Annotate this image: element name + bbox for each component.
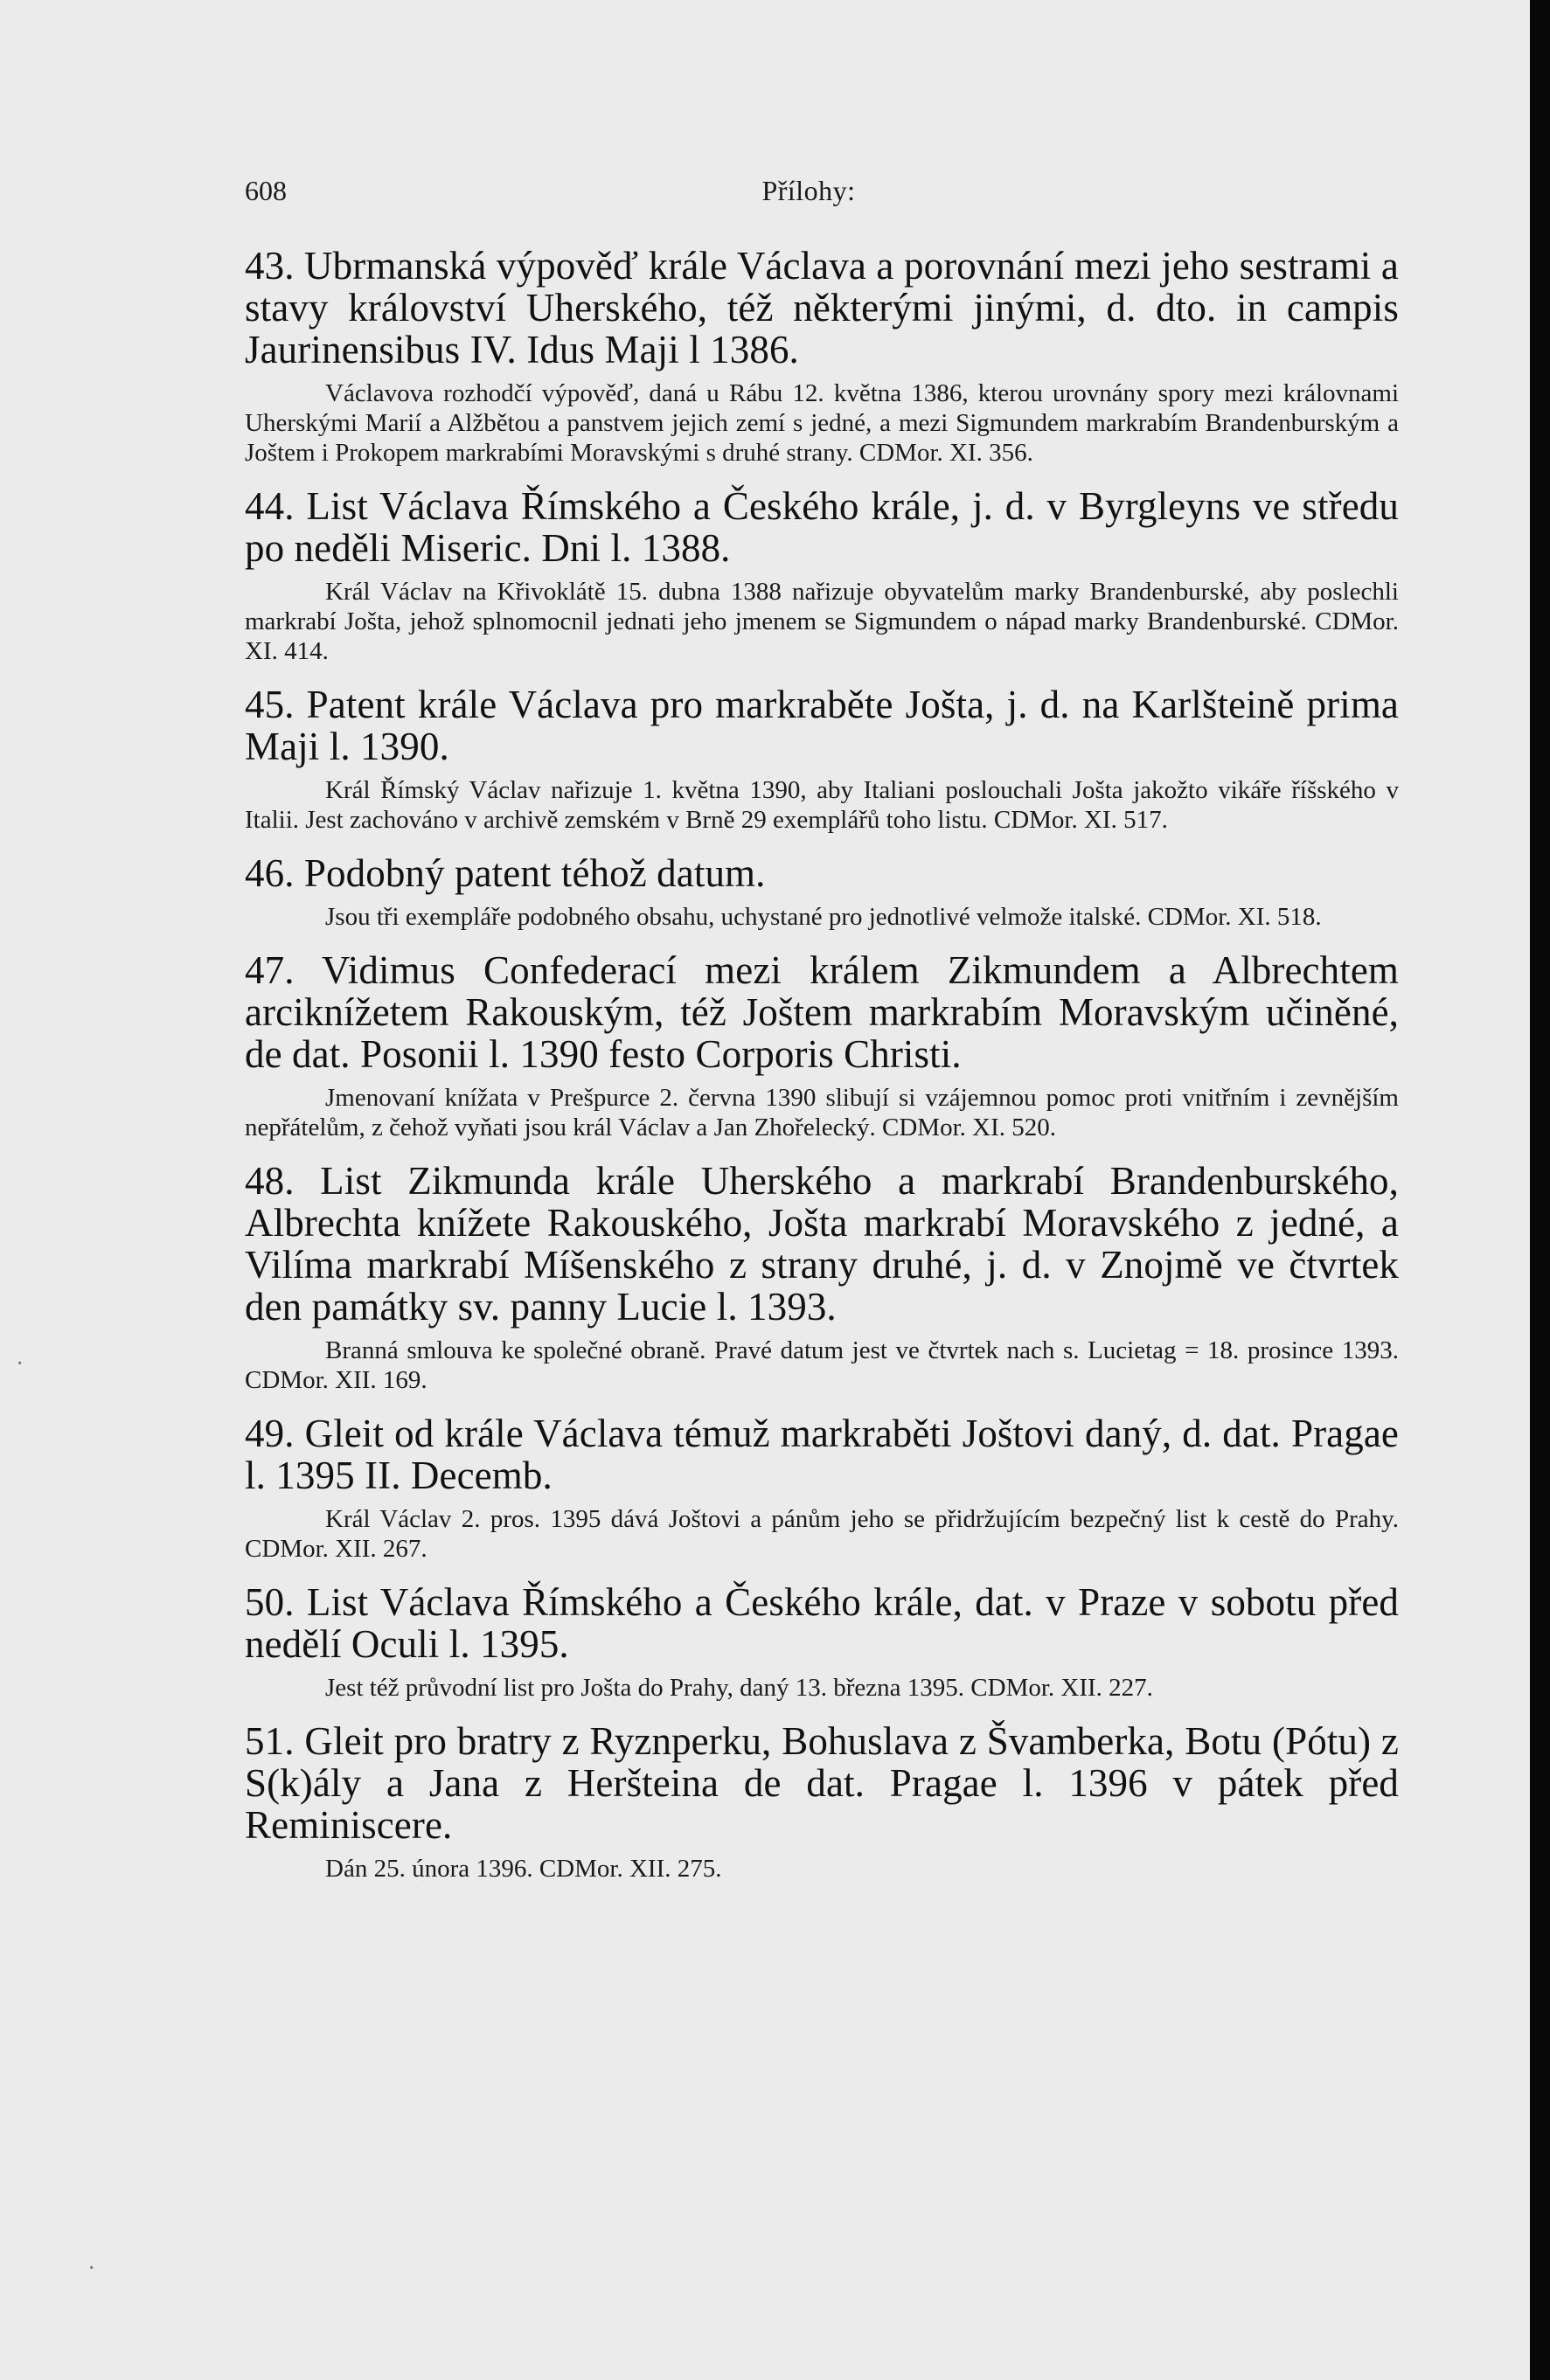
entry-49 xyxy=(245,1412,1399,1564)
page-body xyxy=(245,245,1399,1901)
entry-note: Jmenovaní knížata v Prešpurce 2. června 1390 slibují si vzájemnou pomoc proti vnitřním i zevnějším nepřátelům, z čehož vyňati jsou král Václav a Jan Zhořelecký. CDMor. XI. 520. xyxy=(245,1084,1399,1141)
entry-title: 44. List Václava Římského a Českého krále, j. d. v Byrgleyns ve středu po neděli Miseric. Dni l. 1388. xyxy=(245,484,1399,570)
entry-note: Král Václav 2. pros. 1395 dává Joštovi a pánům jeho se přidržujícím bezpečný list k cestě do Prahy. CDMor. XII. 267. xyxy=(245,1505,1399,1563)
entry-44 xyxy=(245,485,1399,666)
entry-47 xyxy=(245,949,1399,1142)
entry-title: 47. Vidimus Confederací mezi králem Zikmundem a Albrechtem arciknížetem Rakouským, též Joštem markrabím Moravským učiněné, de dat. Posonii l. 1390 festo Corporis Christi. xyxy=(245,948,1399,1076)
entry-45 xyxy=(245,683,1399,835)
entry-title: 51. Gleit pro bratry z Ryznperku, Bohuslava z Švamberka, Botu (Pótu) z S(k)ály a Jana z Heršteina de dat. Pragae l. 1396 v pátek před Reminiscere. xyxy=(245,1719,1399,1847)
entry-note: Dán 25. února 1396. CDMor. XII. 275. xyxy=(325,1855,722,1883)
entry-title: 50. List Václava Římského a Českého krále, dat. v Praze v sobotu před nedělí Oculi l. 1395. xyxy=(245,1580,1399,1666)
entry-50 xyxy=(245,1581,1399,1703)
entry-title: 49. Gleit od krále Václava témuž markraběti Joštovi daný, d. dat. Pragae l. 1395 II. Decemb. xyxy=(245,1412,1399,1497)
entry-note: Jest též průvodní list pro Jošta do Prahy, daný 13. března 1395. CDMor. XII. 227. xyxy=(325,1674,1153,1702)
entry-title: 45. Patent krále Václava pro markraběte Jošta, j. d. na Karlšteině prima Maji l. 1390. xyxy=(245,683,1399,768)
entry-46 xyxy=(245,852,1399,932)
entry-48 xyxy=(245,1160,1399,1395)
scan-border xyxy=(1530,0,1550,2380)
entry-note: Jsou tři exempláře podobného obsahu, uchystané pro jednotlivé velmože italské. CDMor. XI. 518. xyxy=(325,903,1322,931)
running-head: Přílohy: xyxy=(761,175,856,206)
margin-speck-mark: · xyxy=(87,2255,96,2282)
entry-note: Václavova rozhodčí výpověď, daná u Rábu 12. května 1386, kterou urovnány spory mezi královnami Uherskými Marií a Alžbětou a panstvem jejich zemí s jedné, a mezi Sigmundem markrabím Brandenburským a Joštem i Prokopem markrabími Moravskými s druhé strany. CDMor. XI. 356. xyxy=(245,379,1399,467)
page-number: 608 xyxy=(245,175,287,206)
entry-51 xyxy=(245,1720,1399,1884)
entry-title: 46. Podobný patent téhož datum. xyxy=(245,851,766,895)
margin-speck-mark: · xyxy=(16,1350,24,1377)
entry-note: Branná smlouva ke společné obraně. Pravé datum jest ve čtvrtek nach s. Lucietag = 18. prosince 1393. CDMor. XII. 169. xyxy=(245,1336,1399,1394)
entry-43 xyxy=(245,245,1399,468)
entry-note: Král Římský Václav nařizuje 1. května 1390, aby Italiani poslouchali Jošta jakožto vikáře říšského v Italii. Jest zachováno v archivě zemském v Brně 29 exemplářů toho listu. CDMor. XI. 517. xyxy=(245,776,1399,834)
entry-title: 48. List Zikmunda krále Uherského a markrabí Brandenburského, Albrechta knížete Rakouského, Jošta markrabí Moravského z jedné, a Vilíma markrabí Míšenského z strany druhé, j. d. v Znojmě ve čtvrtek den památky sv. panny Lucie l. 1393. xyxy=(245,1159,1399,1329)
entry-title: 43. Ubrmanská výpověď krále Václava a porovnání mezi jeho sestrami a stavy království Uherského, též některými jinými, d. dto. in campis Jaurinensibus IV. Idus Maji l 1386. xyxy=(245,244,1399,371)
page-header xyxy=(245,175,1373,210)
entry-note: Král Václav na Křivoklátě 15. dubna 1388 nařizuje obyvatelům marky Brandenburské, aby poslechli markrabí Jošta, jehož splnomocnil jednati jeho jmenem se Sigmundem o nápad marky Brandenburské. CDMor. XI. 414. xyxy=(245,578,1399,665)
